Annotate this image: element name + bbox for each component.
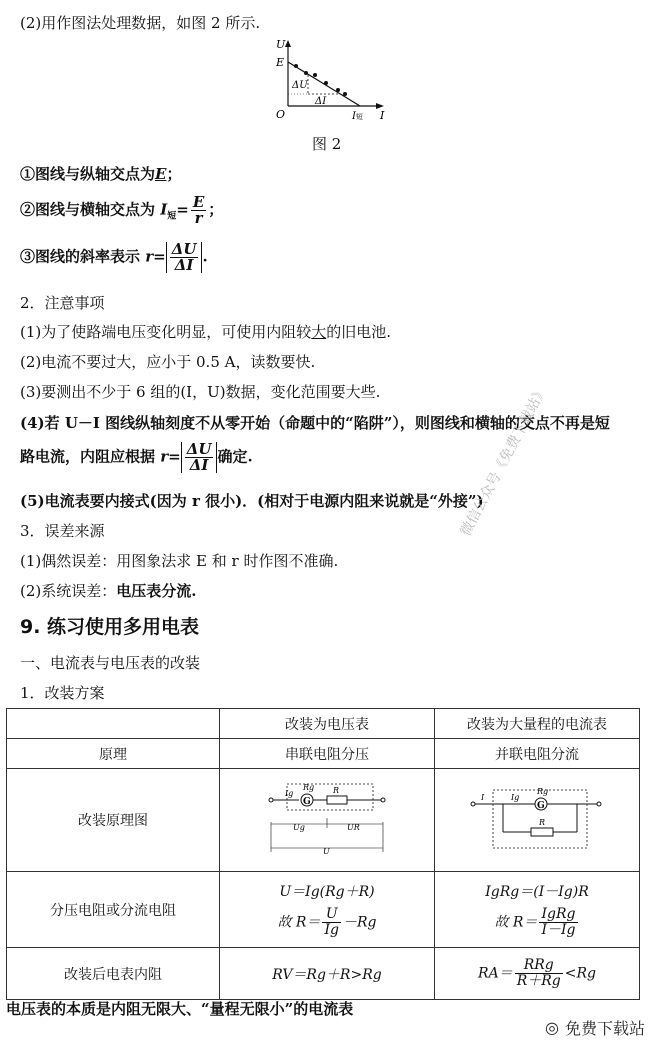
errors-title: 3．误差来源 [20,522,105,540]
point-2: ②图线与横轴交点为 $I_短=$ $\frac{E}{r}$ ； [20,193,224,227]
table-cell: RV＝Rg＋R>Rg [220,948,435,1000]
bottom-note: 电压表的本质是内阻无限大、“量程无限小”的电流表 [6,1000,354,1018]
axis-i-label: I [380,109,385,122]
voltmeter-circuit-diagram [267,778,387,858]
i-label: I [481,793,485,802]
resistor-label: R [539,818,546,827]
u-label: U [323,847,330,856]
table-header: 改装为大量程的电流表 [435,709,640,739]
intro-text: (2)用作图法处理数据，如图 2 所示. [20,14,261,32]
ishort-label: I短 [352,111,363,122]
galvanometer-label: G [303,797,311,807]
subheading-1: 一、电流表与电压表的改装 [20,654,201,672]
ur-label: UR [347,823,360,832]
error-2: (2)系统误差：电压表分流. [20,582,197,600]
wechat-icon: ◎ [545,1018,559,1037]
table-cell: 改装原理图 [7,769,220,872]
rg-label: Rg [303,783,315,792]
origin-label: O [276,108,286,121]
table-cell: RA＝ $\frac{\text{RRg}}{R+Rg}$ <Rg [435,948,640,1000]
figure-caption: 图 2 [312,135,342,153]
note-5: (5)电流表要内接式(因为 r 很小)．(相对于电源内阻来说就是“外接”) [20,492,484,510]
ammeter-circuit-diagram [467,778,607,858]
conversion-table [6,708,640,1000]
brand-label: 免费下载站 [564,1019,645,1038]
figure-2-ui-graph [268,38,398,128]
table-cell: 串联电阻分压 [220,739,435,769]
ig-label: Ig [285,789,294,798]
table-corner [7,709,220,739]
rg-label: Rg [537,787,549,796]
watermark: 微信公众号《免费下载站》 [457,383,551,539]
axis-u-label: U [276,38,286,51]
note-2: (2)电流不要过大，应小于 0.5 A，读数要快. [20,353,316,371]
resistor-label: R [333,786,340,795]
ug-label: Ug [293,823,305,832]
galvanometer-label: G [537,801,545,811]
ammeter-circuit-cell [435,769,640,872]
table-header: 改装为电压表 [220,709,435,739]
table-cell: IgRg＝(I－Ig)R 故 R＝ $\frac{\text{IgRg}}{I-Ig}$ [435,872,640,948]
table-cell: U＝Ig(Rg＋R) 故 R＝ $\frac{U}{Ig}$ －Rg [220,872,435,948]
note-1: (1)为了使路端电压变化明显，可使用内阻较大的旧电池. [20,323,392,341]
point-3: ③图线的斜率表示 r= $\frac{\Delta U}{\Delta I}$ . [20,240,208,274]
e-label: E [276,56,285,69]
section-9-heading: 9. 练习使用多用电表 [20,616,200,638]
point-1: ①图线与纵轴交点为E； [20,165,182,183]
note-3: (3)要测出不少于 6 组的(I，U)数据，变化范围要大些. [20,383,381,401]
table-cell: 改装后电表内阻 [7,948,220,1000]
notes-title: 2．注意事项 [20,294,105,312]
table-cell: 分压电阻或分流电阻 [7,872,220,948]
du-label: ΔU [292,80,308,91]
ig-label: Ig [511,793,520,802]
error-1: (1)偶然误差：用图象法求 E 和 r 时作图不准确. [20,552,339,570]
table-cell: 原理 [7,739,220,769]
voltmeter-circuit-cell [220,769,435,872]
table-cell: 并联电阻分流 [435,739,640,769]
note-4a: (4)若 U－I 图线纵轴刻度不从零开始（命题中的“陷阱”），则图线和横轴的交点不再是短 [20,414,610,432]
note-4b: 路电流，内阻应根据 r= $\frac{\Delta U}{\Delta I}$ 确定. [20,440,253,474]
subheading-2: 1．改装方案 [20,684,105,702]
di-label: ΔI [315,96,327,107]
brand-footer [545,1016,645,1039]
